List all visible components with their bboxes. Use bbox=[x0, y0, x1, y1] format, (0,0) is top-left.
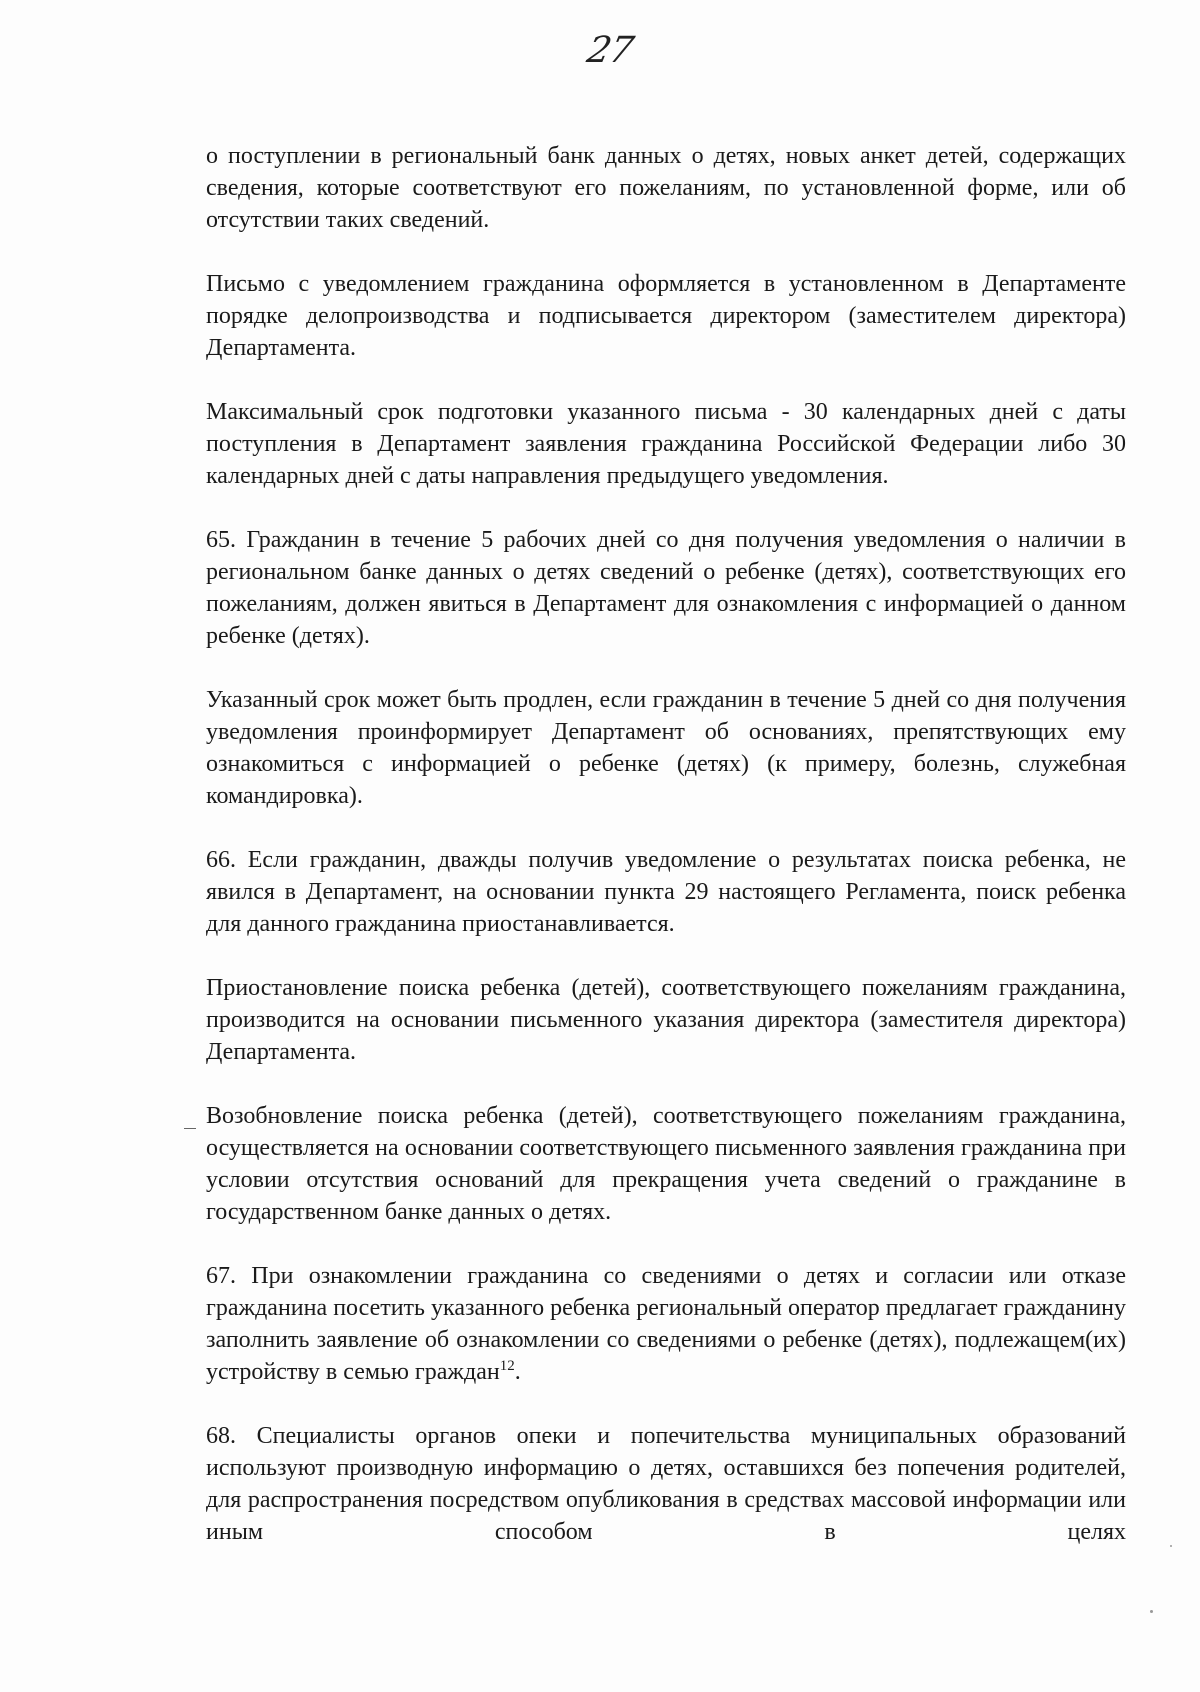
handwritten-page-number: 27 bbox=[583, 30, 637, 71]
paragraph-item-65: 65. Гражданин в течение 5 рабочих дней со дня получения уведомления о наличии в региональном банке данных о детях сведений о ребенке (детях), соответствующих его пожеланиям, должен явиться в Департамент для ознакомления с информацией о данном ребенке (детях). bbox=[206, 527, 1126, 649]
paragraph-5: Указанный срок может быть продлен, если гражданин в течение 5 дней со дня получения уведомления проинформирует Департамент об основаниях, препятствующих ему ознакомиться с информацией о ребенке (детях) (к примеру, болезнь, служебная командировка). bbox=[206, 687, 1126, 809]
footnote-reference: 12 bbox=[499, 1358, 515, 1374]
paragraph-item-68: 68. Специалисты органов опеки и попечительства муниципальных образований используют производную информацию о детях, оставшихся без попечения родителей, для распространения посредством опубликования в средствах массовой информации или иным способом в целях bbox=[206, 1423, 1126, 1545]
paragraph-3: Максимальный срок подготовки указанного письма - 30 календарных дней с даты поступления в Департамент заявления гражданина Российской Федерации либо 30 календарных дней с даты направления предыдущего уведомления. bbox=[206, 399, 1126, 489]
paragraph-7: Приостановление поиска ребенка (детей), соответствующего пожеланиям гражданина, производится на основании письменного указания директора (заместителя директора) Департамента. bbox=[206, 975, 1126, 1065]
paragraph-item-67-tail: . bbox=[514, 1359, 521, 1385]
paragraph-1: о поступлении в региональный банк данных о детях, новых анкет детей, содержащих сведения, которые соответствуют его пожеланиям, по установленной форме, или об отсутствии таких сведений. bbox=[206, 143, 1126, 233]
paragraph-item-67 bbox=[206, 1260, 1126, 1388]
page-number bbox=[0, 30, 1200, 71]
paragraph-8: Возобновление поиска ребенка (детей), соответствующего пожеланиям гражданина, осуществляется на основании соответствующего письменного заявления гражданина при условии отсутствия оснований для прекращения учета сведений о гражданине в государственном банке данных о детях. bbox=[206, 1103, 1126, 1225]
paragraph-item-66: 66. Если гражданин, дважды получив уведомление о результатах поиска ребенка, не явился в Департамент, на основании пункта 29 настоящего Регламента, поиск ребенка для данного гражданина приостанавливается. bbox=[206, 847, 1126, 937]
document-body bbox=[206, 140, 1126, 1580]
paragraph-item-67-text: 67. При ознакомлении гражданина со сведениями о детях и согласии или отказе гражданина посетить указанного ребенка региональный оператор предлагает гражданину заполнить заявление об ознакомлении со сведениями о ребенке (детях), подлежащем(их) устройству в семью граждан bbox=[206, 1263, 1126, 1385]
scan-speck bbox=[1170, 1545, 1172, 1547]
scan-speck bbox=[1150, 1610, 1153, 1613]
scan-edge-mark bbox=[184, 1128, 196, 1129]
paragraph-2: Письмо с уведомлением гражданина оформляется в установленном в Департаменте порядке делопроизводства и подписывается директором (заместителем директора) Департамента. bbox=[206, 271, 1126, 361]
